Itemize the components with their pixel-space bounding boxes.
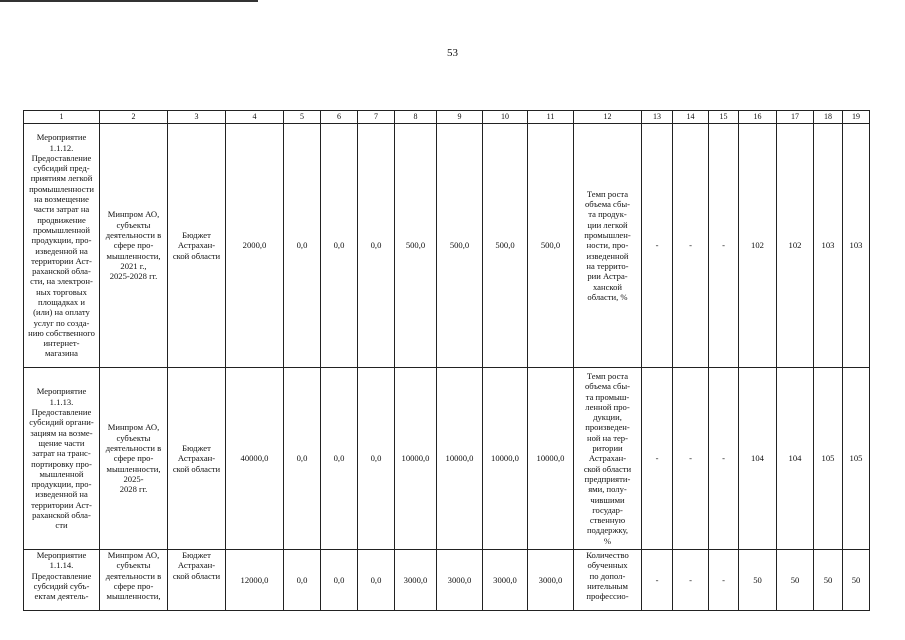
- value-cell: 103: [814, 124, 843, 368]
- value-cell: 3000,0: [395, 550, 437, 611]
- header-cell: 15: [709, 111, 739, 124]
- value-cell: 10000,0: [483, 368, 528, 550]
- value-cell: 0,0: [321, 550, 358, 611]
- header-cell: 16: [739, 111, 777, 124]
- header-cell: 9: [437, 111, 483, 124]
- value-cell: 2000,0: [226, 124, 284, 368]
- value-cell: 3000,0: [528, 550, 574, 611]
- indicator-cell: Темп роста объема сбы- та продук- ции легкой промышлен- ности, про- изведенной на террито- рии Астра- ханской области, %: [574, 124, 642, 368]
- value-cell: -: [709, 550, 739, 611]
- value-cell: -: [709, 124, 739, 368]
- header-cell: 6: [321, 111, 358, 124]
- header-cell: 4: [226, 111, 284, 124]
- value-cell: 104: [777, 368, 814, 550]
- header-cell: 1: [24, 111, 100, 124]
- header-row: [24, 111, 870, 124]
- value-cell: 50: [777, 550, 814, 611]
- funding-source-cell: Бюджет Астрахан- ской области: [168, 550, 226, 611]
- header-cell: 10: [483, 111, 528, 124]
- indicator-cell: Количество обученных по допол- нительным профессио-: [574, 550, 642, 611]
- executor-cell: Минпром АО, субъекты деятельности в сфере про- мышленности,: [100, 550, 168, 611]
- header-cell: 13: [642, 111, 673, 124]
- value-cell: 500,0: [437, 124, 483, 368]
- header-cell: 5: [284, 111, 321, 124]
- value-cell: -: [709, 368, 739, 550]
- value-cell: -: [642, 124, 673, 368]
- value-cell: 0,0: [284, 124, 321, 368]
- table-row: [24, 368, 870, 550]
- table-row: [24, 550, 870, 611]
- funding-source-cell: Бюджет Астрахан- ской области: [168, 124, 226, 368]
- executor-cell: Минпром АО, субъекты деятельности в сфере про- мышленности, 2025- 2028 гг.: [100, 368, 168, 550]
- value-cell: 3000,0: [483, 550, 528, 611]
- header-cell: 12: [574, 111, 642, 124]
- value-cell: 0,0: [358, 368, 395, 550]
- table-row: [24, 124, 870, 368]
- top-rule: [0, 0, 258, 2]
- value-cell: -: [642, 550, 673, 611]
- value-cell: 104: [739, 368, 777, 550]
- value-cell: 40000,0: [226, 368, 284, 550]
- data-table: [23, 110, 870, 611]
- funding-source-cell: Бюджет Астрахан- ской области: [168, 368, 226, 550]
- value-cell: 500,0: [395, 124, 437, 368]
- value-cell: 0,0: [321, 124, 358, 368]
- value-cell: 0,0: [358, 124, 395, 368]
- page-number: 53: [447, 47, 458, 59]
- value-cell: 105: [814, 368, 843, 550]
- header-cell: 11: [528, 111, 574, 124]
- header-cell: 2: [100, 111, 168, 124]
- header-cell: 18: [814, 111, 843, 124]
- value-cell: 0,0: [321, 368, 358, 550]
- indicator-cell: Темп роста объема сбы- та промыш- ленной про- дукции, произведен- ной на тер- ритории Астрахан- ской области предприяти- ями, полу- чившими государ- ственную поддержку, %: [574, 368, 642, 550]
- header-cell: 3: [168, 111, 226, 124]
- executor-cell: Минпром АО, субъекты деятельности в сфере про- мышленности, 2021 г., 2025-2028 гг.: [100, 124, 168, 368]
- value-cell: -: [642, 368, 673, 550]
- value-cell: 3000,0: [437, 550, 483, 611]
- header-cell: 14: [673, 111, 709, 124]
- value-cell: -: [673, 550, 709, 611]
- value-cell: 0,0: [284, 550, 321, 611]
- value-cell: -: [673, 124, 709, 368]
- value-cell: 500,0: [483, 124, 528, 368]
- value-cell: 102: [777, 124, 814, 368]
- measure-cell: Мероприятие 1.1.12. Предоставление субсидий пред- приятиям легкой промышленности на возмещение части затрат на продвижение промышленной продукции, про- изведенной на территории Аст- раханской обла- сти, на электрон- ных торговых площадках и (или) на оплату услуг по созда- нию собственного интернет- магазина: [24, 124, 100, 368]
- value-cell: 50: [843, 550, 870, 611]
- measure-cell: Мероприятие 1.1.14. Предоставление субсидий субъ- ектам деятель-: [24, 550, 100, 611]
- value-cell: 12000,0: [226, 550, 284, 611]
- value-cell: 10000,0: [437, 368, 483, 550]
- value-cell: 50: [739, 550, 777, 611]
- header-cell: 7: [358, 111, 395, 124]
- value-cell: 105: [843, 368, 870, 550]
- value-cell: -: [673, 368, 709, 550]
- value-cell: 0,0: [358, 550, 395, 611]
- value-cell: 103: [843, 124, 870, 368]
- value-cell: 102: [739, 124, 777, 368]
- measure-cell: Мероприятие 1.1.13. Предоставление субсидий органи- зациям на возме- щение части затрат на транс- портировку про- мышленной продукции, про- изведенной на территории Аст- раханской обла- сти: [24, 368, 100, 550]
- value-cell: 10000,0: [395, 368, 437, 550]
- value-cell: 50: [814, 550, 843, 611]
- value-cell: 500,0: [528, 124, 574, 368]
- header-cell: 17: [777, 111, 814, 124]
- header-cell: 19: [843, 111, 870, 124]
- value-cell: 0,0: [284, 368, 321, 550]
- value-cell: 10000,0: [528, 368, 574, 550]
- header-cell: 8: [395, 111, 437, 124]
